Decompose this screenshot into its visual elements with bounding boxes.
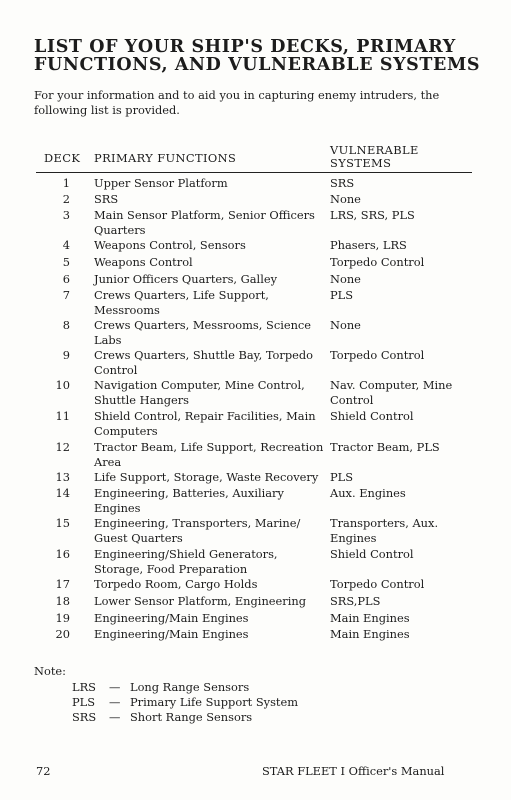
deck-number: 14 bbox=[55, 486, 70, 500]
primary-functions: Upper Sensor Platform bbox=[94, 176, 228, 190]
vulnerable-column-header: VULNERABLE SYSTEMS bbox=[330, 143, 419, 170]
vulnerable-systems: Torpedo Control bbox=[330, 255, 425, 269]
primary-functions: Engineering/Main Engines bbox=[94, 627, 249, 641]
legend-definition: Primary Life Support System bbox=[130, 695, 299, 709]
deck-number: 5 bbox=[62, 255, 70, 269]
primary-functions: Main Sensor Platform, Senior Officers Quarters bbox=[94, 208, 315, 237]
deck-number: 18 bbox=[55, 594, 70, 608]
vulnerable-systems: SRS,PLS bbox=[330, 594, 381, 608]
header-rule bbox=[36, 172, 472, 173]
deck-number: 4 bbox=[62, 238, 70, 252]
primary-functions: Engineering/Main Engines bbox=[94, 611, 249, 625]
vulnerable-systems: Torpedo Control bbox=[330, 348, 425, 362]
manual-title: STAR FLEET I Officer's Manual bbox=[262, 764, 445, 778]
primary-functions: Crews Quarters, Life Support, Messrooms bbox=[94, 288, 269, 317]
deck-number: 1 bbox=[62, 176, 70, 190]
deck-number: 8 bbox=[62, 318, 70, 332]
vulnerable-systems: Tractor Beam, PLS bbox=[330, 440, 440, 454]
vulnerable-systems: PLS bbox=[330, 470, 354, 484]
deck-number: 7 bbox=[62, 288, 70, 302]
legend-dash: — bbox=[109, 680, 121, 694]
vulnerable-systems: Main Engines bbox=[330, 627, 410, 641]
primary-functions: Life Support, Storage, Waste Recovery bbox=[94, 470, 319, 484]
primary-functions: Navigation Computer, Mine Control, Shuttle Hangers bbox=[94, 378, 305, 407]
vulnerable-systems: Main Engines bbox=[330, 611, 410, 625]
page-number: 72 bbox=[36, 764, 51, 778]
primary-functions: Tractor Beam, Life Support, Recreation Area bbox=[94, 440, 324, 469]
primary-functions: Engineering/Shield Generators, Storage, Food Preparation bbox=[94, 547, 278, 576]
primary-functions: SRS bbox=[94, 192, 119, 206]
primary-functions: Junior Officers Quarters, Galley bbox=[94, 272, 278, 286]
vulnerable-systems: Aux. Engines bbox=[330, 486, 406, 500]
primary-functions: Weapons Control, Sensors bbox=[94, 238, 246, 252]
legend-abbreviation: PLS bbox=[72, 695, 96, 709]
vulnerable-systems: PLS bbox=[330, 288, 354, 302]
deck-number: 12 bbox=[55, 440, 70, 454]
vulnerable-systems: Torpedo Control bbox=[330, 577, 425, 591]
deck-column-header: DECK bbox=[44, 151, 81, 165]
vulnerable-systems: Shield Control bbox=[330, 409, 414, 423]
page-title: LIST OF YOUR SHIP'S DECKS, PRIMARY FUNCTIONS, AND VULNERABLE SYSTEMS bbox=[34, 37, 481, 75]
primary-functions: Crews Quarters, Messrooms, Science Labs bbox=[94, 318, 312, 347]
vulnerable-systems: None bbox=[330, 318, 361, 332]
deck-number: 20 bbox=[55, 627, 70, 641]
vulnerable-systems: Shield Control bbox=[330, 547, 414, 561]
primary-functions: Engineering, Batteries, Auxiliary Engines bbox=[94, 486, 284, 515]
deck-number: 9 bbox=[62, 348, 70, 362]
vulnerable-systems: None bbox=[330, 272, 361, 286]
intro-paragraph: For your information and to aid you in capturing enemy intruders, the following list is provided. bbox=[34, 88, 440, 117]
primary-functions: Torpedo Room, Cargo Holds bbox=[94, 577, 258, 591]
table-header bbox=[0, 143, 511, 173]
vulnerable-systems: Phasers, LRS bbox=[330, 238, 407, 252]
primary-functions: Crews Quarters, Shuttle Bay, Torpedo Control bbox=[94, 348, 314, 377]
vulnerable-systems: None bbox=[330, 192, 361, 206]
primary-functions: Weapons Control bbox=[94, 255, 193, 269]
legend-dash: — bbox=[109, 695, 121, 709]
primary-functions: Shield Control, Repair Facilities, Main Computers bbox=[94, 409, 316, 438]
deck-number: 15 bbox=[55, 516, 70, 530]
deck-number: 6 bbox=[62, 272, 70, 286]
deck-number: 19 bbox=[55, 611, 70, 625]
note-label: Note: bbox=[34, 664, 66, 678]
functions-column-header: PRIMARY FUNCTIONS bbox=[94, 151, 237, 165]
primary-functions: Engineering, Transporters, Marine/ Guest Quarters bbox=[94, 516, 301, 545]
deck-number: 11 bbox=[55, 409, 70, 423]
legend-abbreviation: SRS bbox=[72, 710, 97, 724]
legend-definition: Short Range Sensors bbox=[130, 710, 253, 724]
deck-number: 3 bbox=[62, 208, 70, 222]
legend-definition: Long Range Sensors bbox=[130, 680, 250, 694]
vulnerable-systems: Nav. Computer, Mine Control bbox=[330, 378, 453, 407]
primary-functions: Lower Sensor Platform, Engineering bbox=[94, 594, 306, 608]
deck-number: 17 bbox=[55, 577, 70, 591]
vulnerable-systems: Transporters, Aux. Engines bbox=[330, 516, 439, 545]
legend-abbreviation: LRS bbox=[72, 680, 96, 694]
deck-number: 16 bbox=[55, 547, 70, 561]
vulnerable-systems: LRS, SRS, PLS bbox=[330, 208, 415, 222]
deck-number: 2 bbox=[62, 192, 70, 206]
vulnerable-systems: SRS bbox=[330, 176, 355, 190]
legend-dash: — bbox=[109, 710, 121, 724]
deck-number: 10 bbox=[55, 378, 70, 392]
deck-number: 13 bbox=[55, 470, 70, 484]
